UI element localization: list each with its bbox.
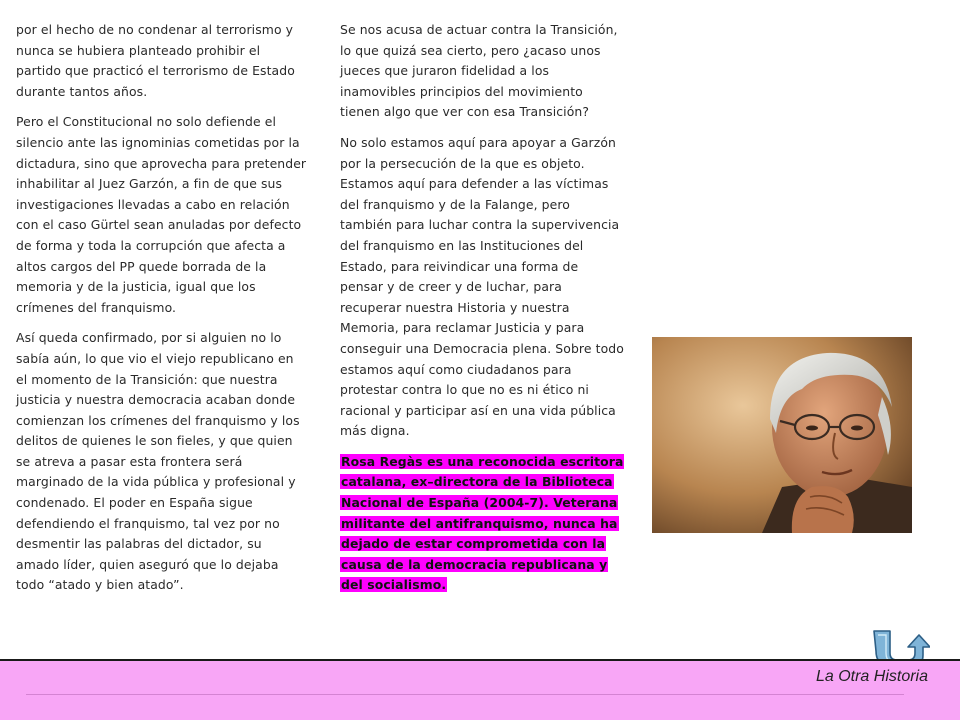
paragraph: Se nos acusa de actuar contra la Transición, lo que quizá sea cierto, pero ¿acaso unos jueces que juraron fidelidad a los inamovibles principios del movimiento tienen algo que ver con esa Transición?	[340, 22, 618, 120]
highlighted-author-note	[340, 452, 625, 596]
paragraph: Así queda confirmado, por si alguien no lo sabía aún, lo que vio el viejo republicano en el momento de la Transición: que nuestra justicia y nuestra democracia acaban donde comienzan los crímenes del franquismo y los delitos de quienes le son fieles, y que quien se atreva a pasar esta frontera será marginado de la vida pública y profesional y condenado. El poder en España sigue defendiendo el franquismo, tal vez por no desmentir las palabras del dictador, su amado líder, quien aseguró que lo dejaba todo “atado y bien atado”.	[16, 330, 300, 593]
paragraph: por el hecho de no condenar al terrorismo y nunca se hubiera planteado prohibir el partido que practicó el terrorismo de Estado durante tantos años.	[16, 22, 295, 99]
portrait-photo	[652, 337, 912, 533]
footer-bar	[0, 659, 960, 720]
paragraph: Pero el Constitucional no solo defiende el silencio ante las ignominias cometidas por la dictadura, sino que aprovecha para pretender inhabilitar al Juez Garzón, a fin de que sus investigaciones llevadas a cabo en relación con el caso Gürtel sean anuladas por defecto de forma y toda la corrupción que afecta a altos cargos del PP quede borrada de la memoria y de la justicia, igual que los crímenes del franquismo.	[16, 114, 307, 315]
footer-title: La Otra Historia	[815, 668, 928, 685]
middle-text-column	[340, 20, 625, 606]
footer-divider	[26, 694, 904, 695]
left-text-column	[16, 20, 308, 606]
highlighted-text: Rosa Regàs es una reconocida escritora catalana, ex–directora de la Biblioteca Nacional de España (2004-7). Veterana militante del antifranquismo, nunca ha dejado de estar comprometida con la causa de la democracia republicana y del socialismo.	[341, 453, 624, 593]
paragraph: No solo estamos aquí para apoyar a Garzón por la persecución de la que es objeto. Estamos aquí para defender a las víctimas del franquismo y de la Falange, pero también para luchar contra la supervivencia del franquismo en las Instituciones del Estado, para reivindicar una forma de pensar y de creer y de luchar, para recuperar nuestra Historia y nuestra Memoria, para reclamar Justicia y para conseguir una Democracia plena. Sobre todo estamos aquí como ciudadanos para protestar contra lo que no es ni ético ni racional y participar así en una vida pública más digna.	[340, 134, 624, 439]
